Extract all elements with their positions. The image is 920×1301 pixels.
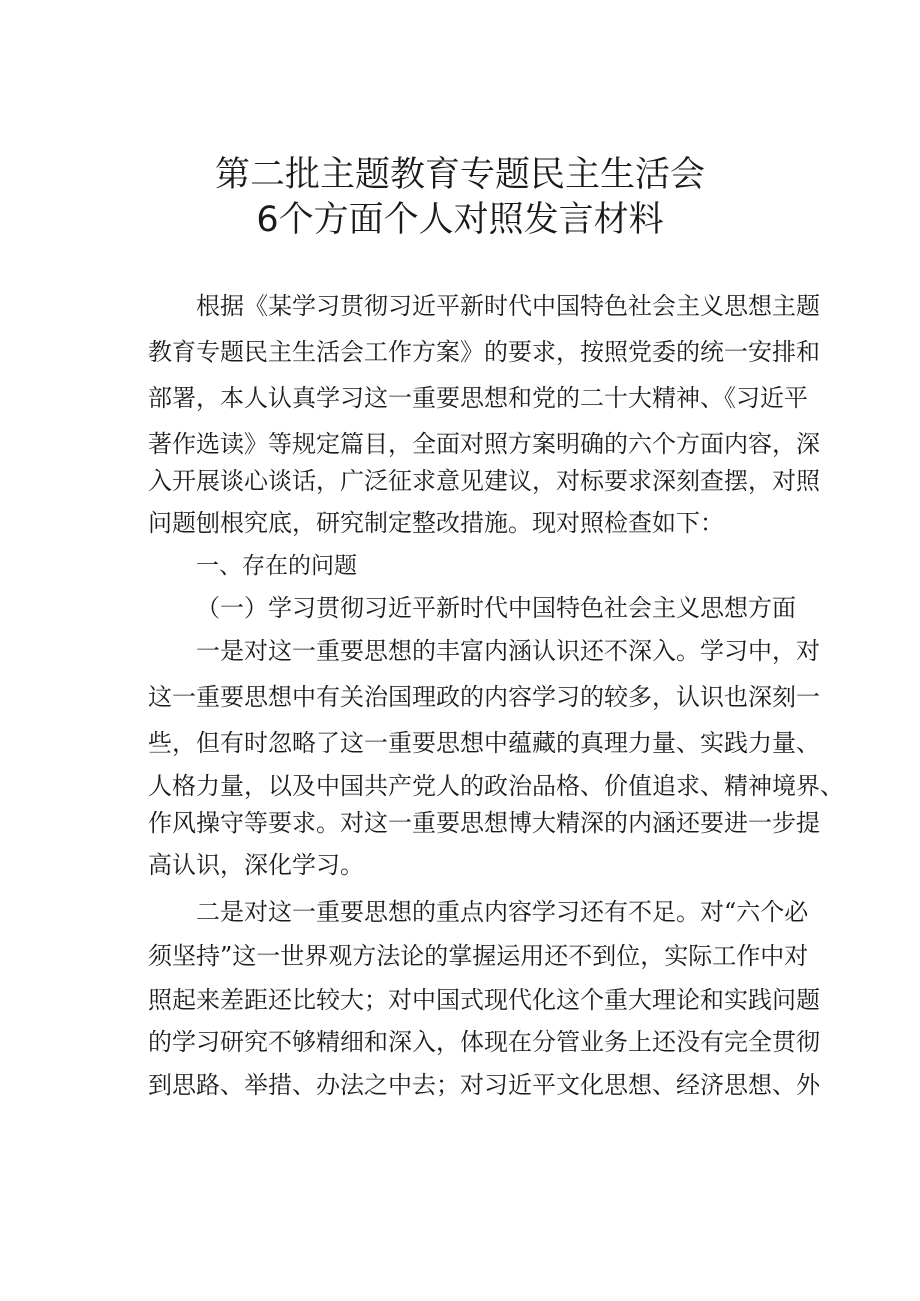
paragraph-1-line: 一是对这一重要思想的丰富内涵认识还不深入。学习中，对 (196, 637, 820, 665)
intro-line: 问题刨根究底，研究制定整改措施。现对照检查如下： (148, 509, 724, 537)
paragraph-2-line: 到思路、举措、办法之中去；对习近平文化思想、经济思想、外 (148, 1071, 820, 1099)
paragraph-2-line: 照起来差距还比较大；对中国式现代化这个重大理论和实践问题 (148, 986, 820, 1014)
paragraph-2-line: 的学习研究不够精细和深入，体现在分管业务上还没有完全贯彻 (148, 1028, 820, 1056)
subsection-heading: （一）学习贯彻习近平新时代中国特色社会主义思想方面 (196, 594, 796, 622)
paragraph-1-line: 高认识，深化学习。 (148, 851, 364, 879)
section-heading: 一、存在的问题 (196, 553, 357, 579)
paragraph-2-line: 二是对这一重要思想的重点内容学习还有不足。对“六个必 (196, 898, 809, 926)
paragraph-2-line: 须坚持”这一世界观方法论的掌握运用还不到位，实际工作中对 (148, 942, 809, 970)
intro-line: 根据《某学习贯彻习近平新时代中国特色社会主义思想主题 (196, 292, 820, 320)
document-title-line-1: 第二批主题教育专题民主生活会 (214, 155, 705, 195)
intro-line: 著作选读》等规定篇目，全面对照方案明确的六个方面内容，深 (148, 430, 820, 458)
paragraph-1-line: 些，但有时忽略了这一重要思想中蕴藏的真理力量、实践力量、 (148, 729, 820, 757)
intro-line: 教育专题民主生活会工作方案》的要求，按照党委的统一安排和 (148, 338, 820, 366)
paragraph-1-line: 这一重要思想中有关治国理政的内容学习的较多，认识也深刻一 (148, 683, 820, 711)
intro-line: 部署，本人认真学习这一重要思想和党的二十大精神、《习近平 (148, 384, 808, 412)
intro-line: 入开展谈心谈话，广泛征求意见建议，对标要求深刻查摆，对照 (148, 467, 820, 495)
paragraph-1-line: 人格力量，以及中国共产党人的政治品格、价值追求、精神境界、 (148, 772, 844, 800)
document-title-line-2: 6个方面个人对照发言材料 (256, 200, 664, 240)
paragraph-1-line: 作风操守等要求。对这一重要思想博大精深的内涵还要进一步提 (148, 809, 820, 837)
